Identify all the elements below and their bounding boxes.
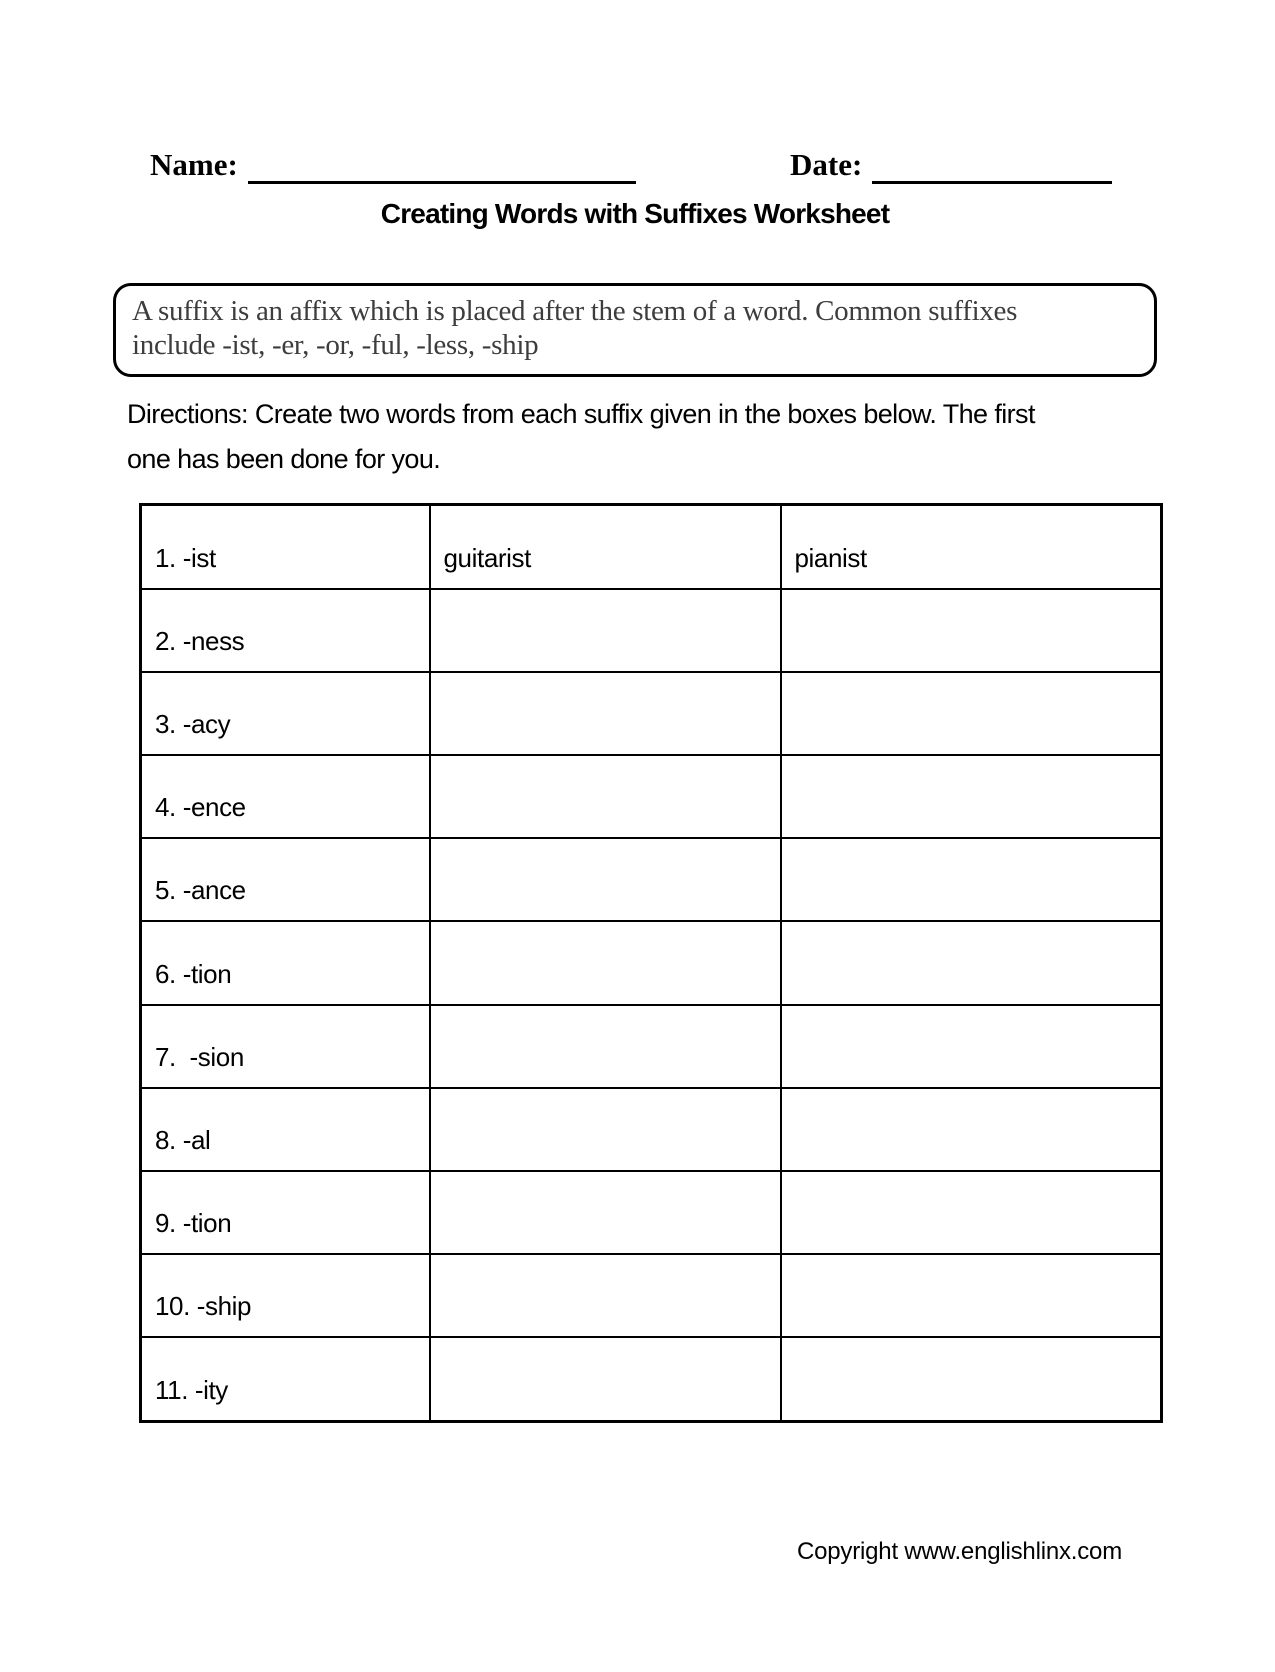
suffix-cell: 8. -al (141, 1088, 430, 1171)
suffix-cell: 6. -tion (141, 921, 430, 1004)
answer-cell-2 (781, 921, 1162, 1004)
date-field-row (790, 146, 1112, 184)
answer-cell-1: guitarist (430, 505, 781, 589)
table-row (141, 1254, 1162, 1337)
table-row (141, 505, 1162, 589)
answer-cell-1 (430, 589, 781, 672)
answer-cell-1 (430, 921, 781, 1004)
worksheet-title: Creating Words with Suffixes Worksheet (380, 198, 890, 229)
definition-line-2: include -ist, -er, -or, -ful, -less, -ship (132, 329, 539, 361)
suffix-cell: 1. -ist (141, 505, 430, 589)
directions-line-1: Directions: Create two words from each suffix given in the boxes below. The first (127, 399, 1035, 429)
answer-cell-2: pianist (781, 505, 1162, 589)
suffix-cell: 5. -ance (141, 838, 430, 921)
answer-cell-2 (781, 672, 1162, 755)
answer-cell-1 (430, 1005, 781, 1088)
definition-box (113, 283, 1157, 377)
table-row (141, 755, 1162, 838)
copyright-text: Copyright www.englishlinx.com (797, 1538, 1122, 1565)
table-row (141, 1337, 1162, 1421)
answer-cell-1 (430, 672, 781, 755)
suffix-cell: 11. -ity (141, 1337, 430, 1421)
suffix-cell: 9. -tion (141, 1171, 430, 1254)
answer-cell-1 (430, 1254, 781, 1337)
answer-cell-2 (781, 1337, 1162, 1421)
table-row (141, 672, 1162, 755)
table-row (141, 838, 1162, 921)
suffix-cell: 7. -sion (141, 1005, 430, 1088)
name-label: Name: (150, 147, 238, 182)
answer-cell-1 (430, 1337, 781, 1421)
suffix-table (139, 503, 1163, 1423)
answer-cell-2 (781, 755, 1162, 838)
table-row (141, 921, 1162, 1004)
table-row (141, 1005, 1162, 1088)
suffix-cell: 10. -ship (141, 1254, 430, 1337)
answer-cell-1 (430, 838, 781, 921)
directions-text (127, 392, 1187, 482)
answer-cell-2 (781, 1254, 1162, 1337)
answer-cell-1 (430, 1171, 781, 1254)
suffix-cell: 4. -ence (141, 755, 430, 838)
suffix-cell: 2. -ness (141, 589, 430, 672)
answer-cell-1 (430, 1088, 781, 1171)
table-row (141, 1088, 1162, 1171)
answer-cell-2 (781, 1171, 1162, 1254)
answer-cell-2 (781, 589, 1162, 672)
table-row (141, 1171, 1162, 1254)
table-row (141, 589, 1162, 672)
date-blank-line (872, 148, 1112, 184)
name-field-row (150, 146, 636, 184)
answer-cell-2 (781, 1005, 1162, 1088)
suffix-cell: 3. -acy (141, 672, 430, 755)
answer-cell-1 (430, 755, 781, 838)
definition-line-1: A suffix is an affix which is placed after the stem of a word. Common suffixes (132, 295, 1018, 327)
date-label: Date: (790, 147, 863, 182)
name-blank-line (248, 148, 636, 184)
answer-cell-2 (781, 838, 1162, 921)
directions-line-2: one has been done for you. (127, 444, 441, 474)
answer-cell-2 (781, 1088, 1162, 1171)
